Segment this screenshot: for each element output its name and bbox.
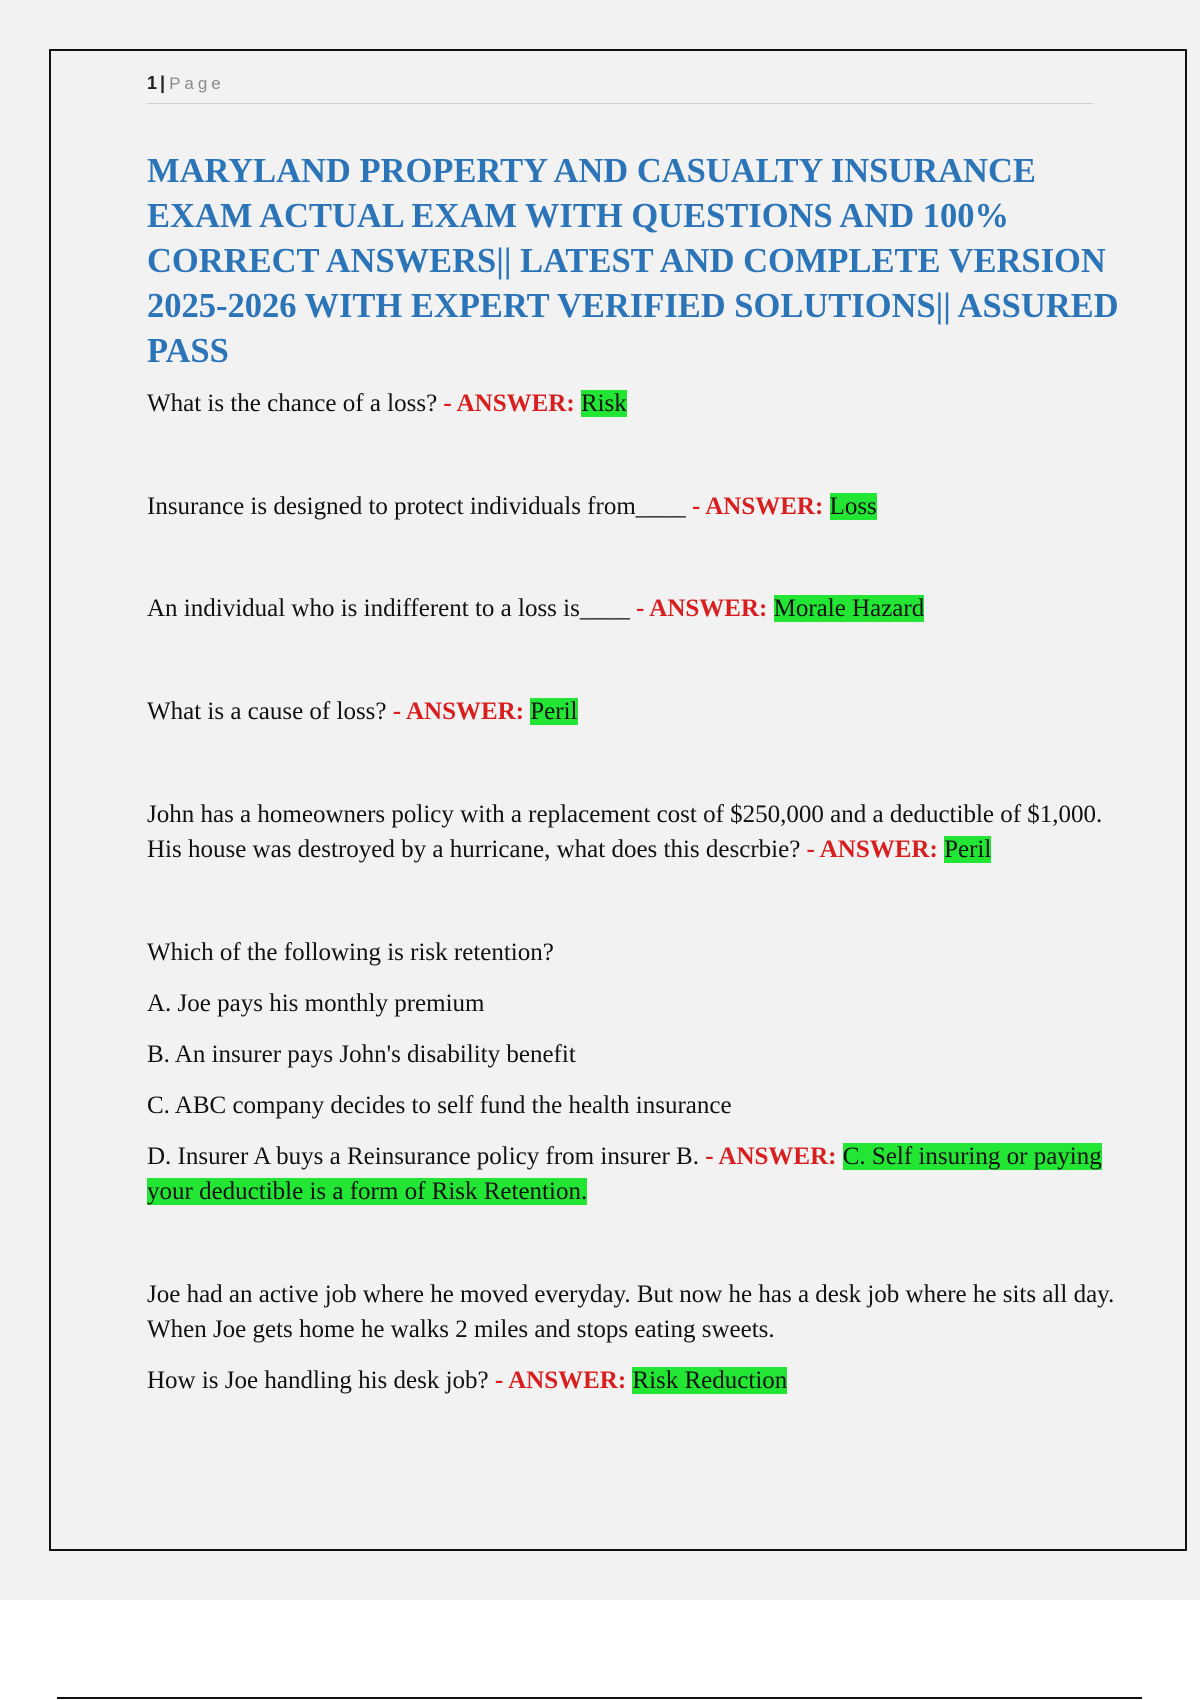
qa-item-1 xyxy=(147,386,1127,421)
document-title: MARYLAND PROPERTY AND CASUALTY INSURANCE EXAM ACTUAL EXAM WITH QUESTIONS AND 100% CORRECT ANSWERS|| LATEST AND COMPLETE VERSION 2025-2026 WITH EXPERT VERIFIED SOLUTIONS|| ASSURED PASS xyxy=(147,152,1119,370)
question-text: What is a cause of loss? xyxy=(147,698,387,725)
question-text: John has a homeowners policy with a replacement cost of $250,000 and a deductible of $1,000. His house was destroyed by a hurricane, what does this descrbie? xyxy=(147,801,1103,863)
question-text: Insurance is designed to protect individuals from____ xyxy=(147,493,686,520)
qa-item-5 xyxy=(147,797,1127,867)
answer-highlight: Loss xyxy=(829,493,877,520)
option-c: C. ABC company decides to self fund the health insurance xyxy=(147,1092,732,1119)
answer-highlight: C. Self insuring or paying your deductible is a form of Risk Retention. xyxy=(147,1143,1102,1205)
qa-item-7 xyxy=(147,1277,1127,1398)
page-label: Page xyxy=(169,74,225,93)
question-context: Joe had an active job where he moved everyday. But now he has a desk job where he sits all day. When Joe gets home he walks 2 miles and stops eating sweets. xyxy=(147,1281,1115,1343)
answer-label: - ANSWER: xyxy=(692,493,824,520)
question-text: Which of the following is risk retention? xyxy=(147,939,554,966)
answer-label: - ANSWER: xyxy=(806,836,938,863)
page-separator: | xyxy=(160,73,166,93)
qa-item-6 xyxy=(147,935,1127,1209)
answer-highlight: Risk xyxy=(580,390,627,417)
qa-item-2 xyxy=(147,489,1127,524)
answer-highlight: Risk Reduction xyxy=(632,1367,788,1394)
document-page xyxy=(49,49,1187,1551)
document-content xyxy=(147,149,1127,1398)
qa-item-3 xyxy=(147,591,1127,626)
qa-item-4 xyxy=(147,694,1127,729)
answer-label: - ANSWER: xyxy=(392,698,525,725)
question-text: How is Joe handling his desk job? xyxy=(147,1367,489,1394)
answer-label: - ANSWER: xyxy=(636,595,768,622)
page-number: 1 xyxy=(147,73,158,93)
option-d: D. Insurer A buys a Reinsurance policy from insurer B. xyxy=(147,1143,699,1170)
answer-highlight: Peril xyxy=(944,836,992,863)
question-with-answer xyxy=(147,1363,1127,1398)
question-text: An individual who is indifferent to a loss is____ xyxy=(147,595,630,622)
page-header xyxy=(147,71,1093,104)
option-b: B. An insurer pays John's disability benefit xyxy=(147,1041,576,1068)
answer-label: - ANSWER: xyxy=(494,1367,627,1394)
question-text: What is the chance of a loss? xyxy=(147,390,438,417)
option-d-with-answer xyxy=(147,1139,1127,1209)
answer-label: - ANSWER: xyxy=(443,390,575,417)
answer-highlight: Peril xyxy=(530,698,578,725)
option-a: A. Joe pays his monthly premium xyxy=(147,990,485,1017)
next-page-top-rule xyxy=(57,1697,1142,1699)
answer-highlight: Morale Hazard xyxy=(773,595,925,622)
answer-label: - ANSWER: xyxy=(705,1143,837,1170)
